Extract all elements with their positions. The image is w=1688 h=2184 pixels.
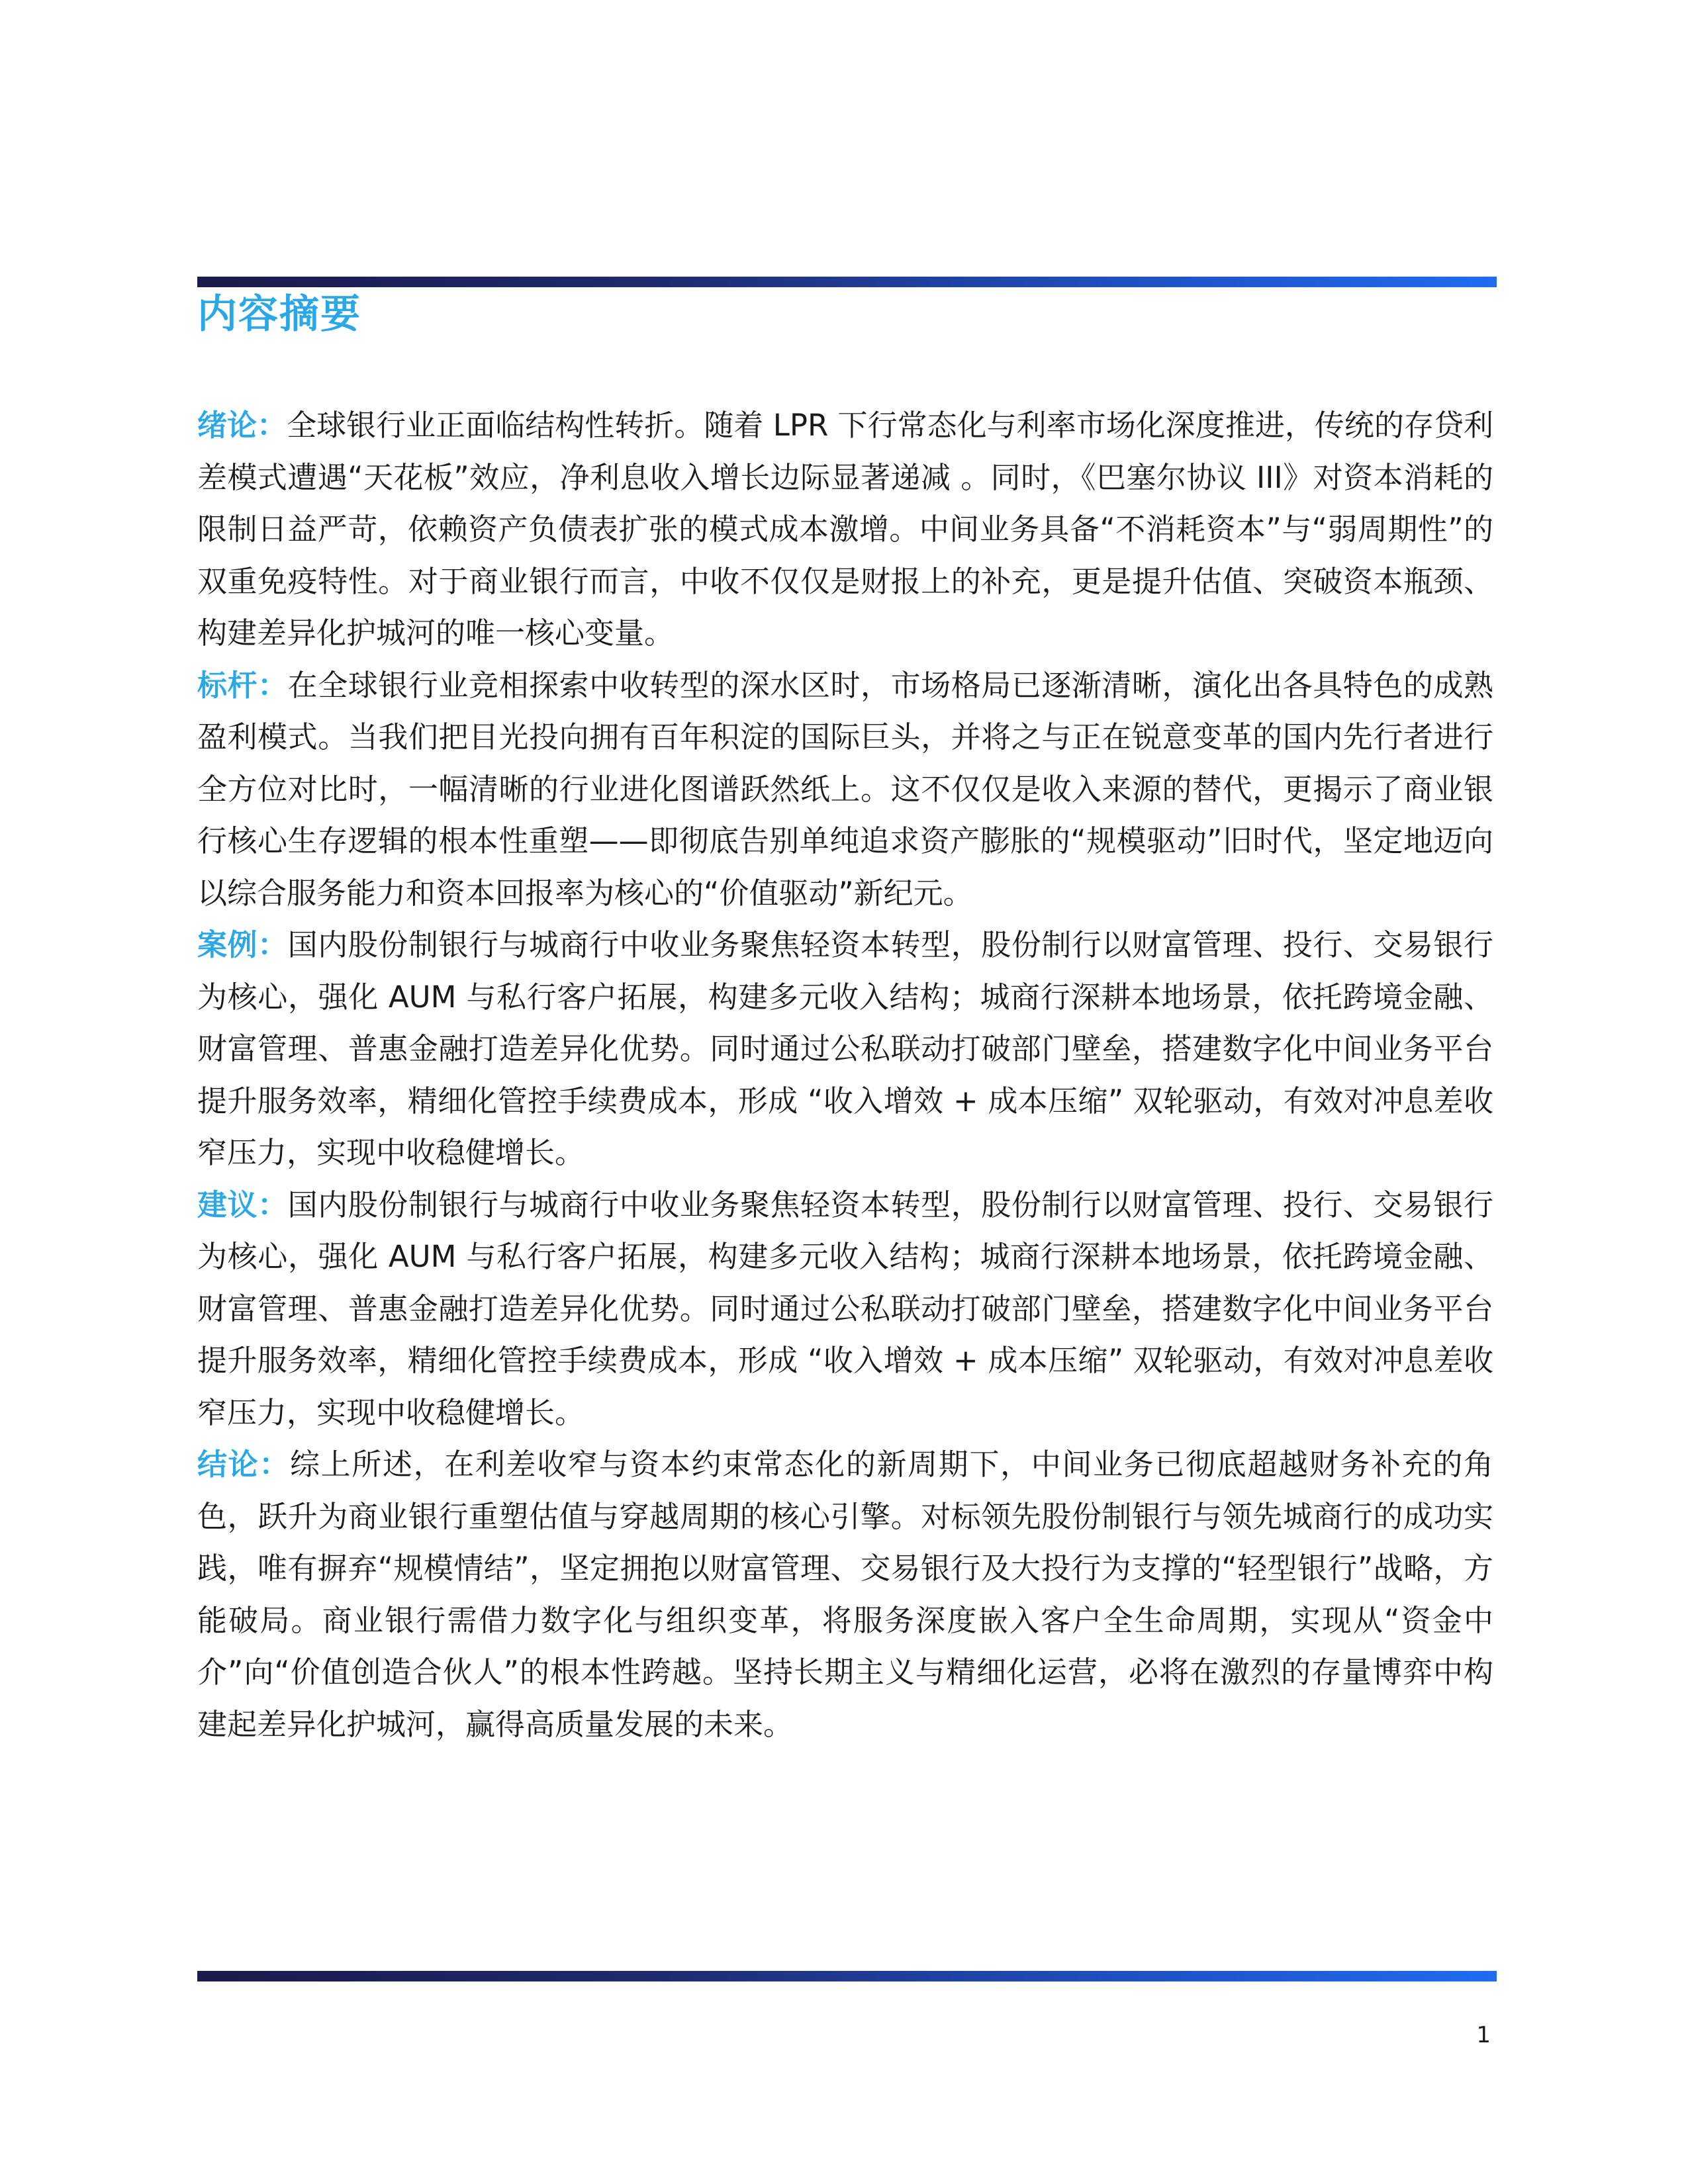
section-lead-label: 建议： (197, 1187, 288, 1222)
section-body-text: 国内股份制银行与城商行中收业务聚焦轻资本转型，股份制行以财富管理、投行、交易银行为核心，强化 AUM 与私行客户拓展，构建多元收入结构；城商行深耕本地场景，依托跨境金融、财富管理、普惠金融打造差异化优势。同时通过公私联动打破部门壁垒，搭建数字化中间业务平台提升服务效率，精细化管控手续费成本，形成 “收入增效 + 成本压缩” 双轮驱动，有效对冲息差收窄压力，实现中收稳健增长。 (197, 927, 1493, 1170)
section-lead-label: 标杆： (197, 667, 288, 703)
section-lead-label: 绪论： (197, 408, 287, 443)
section-conclusion (197, 1439, 1493, 1751)
section-lead-label: 结论： (197, 1447, 290, 1482)
summary-content (197, 400, 1493, 1751)
page-number: 1 (1476, 2022, 1491, 2048)
page-title: 内容摘要 (197, 291, 361, 338)
section-body-text: 综上所述，在利差收窄与资本约束常态化的新周期下，中间业务已彻底超越财务补充的角色，跃升为商业银行重塑估值与穿越周期的核心引擎。对标领先股份制银行与领先城商行的成功实践，唯有摒弃“规模情结”，坚定拥抱以财富管理、交易银行及大投行为支撑的“轻型银行”战略，方能破局。商业银行需借力数字化与组织变革，将服务深度嵌入客户全生命周期，实现从“资金中介”向“价值创造合伙人”的根本性跨越。坚持长期主义与精细化运营，必将在激烈的存量博弈中构建起差异化护城河，赢得高质量发展的未来。 (197, 1447, 1493, 1742)
section-lead-label: 案例： (197, 927, 288, 962)
bottom-divider-bar (197, 1971, 1497, 1981)
section-body-text: 全球银行业正面临结构性转折。随着 LPR 下行常态化与利率市场化深度推进，传统的存贷利差模式遭遇“天花板”效应，净利息收入增长边际显著递减 。同时，《巴塞尔协议 III》对资本消耗的限制日益严苛，依赖资产负债表扩张的模式成本激增。中间业务具备“不消耗资本”与“弱周期性”的双重免疫特性。对于商业银行而言，中收不仅仅是财报上的补充，更是提升估值、突破资本瓶颈、构建差异化护城河的唯一核心变量。 (197, 408, 1493, 651)
section-body-text: 国内股份制银行与城商行中收业务聚焦轻资本转型，股份制行以财富管理、投行、交易银行为核心，强化 AUM 与私行客户拓展，构建多元收入结构；城商行深耕本地场景，依托跨境金融、财富管理、普惠金融打造差异化优势。同时通过公私联动打破部门壁垒，搭建数字化中间业务平台提升服务效率，精细化管控手续费成本，形成 “收入增效 + 成本压缩” 双轮驱动，有效对冲息差收窄压力，实现中收稳健增长。 (197, 1187, 1493, 1430)
top-divider-bar (197, 277, 1497, 287)
section-body-text: 在全球银行业竞相探索中收转型的深水区时，市场格局已逐渐清晰，演化出各具特色的成熟盈利模式。当我们把目光投向拥有百年积淀的国际巨头，并将之与正在锐意变革的国内先行者进行全方位对比时，一幅清晰的行业进化图谱跃然纸上。这不仅仅是收入来源的替代，更揭示了商业银行核心生存逻辑的根本性重塑——即彻底告别单纯追求资产膨胀的“规模驱动”旧时代，坚定地迈向以综合服务能力和资本回报率为核心的“价值驱动”新纪元。 (197, 667, 1493, 911)
section-recommendations (197, 1179, 1493, 1439)
section-benchmark (197, 660, 1493, 920)
section-introduction (197, 400, 1493, 660)
section-cases (197, 919, 1493, 1179)
